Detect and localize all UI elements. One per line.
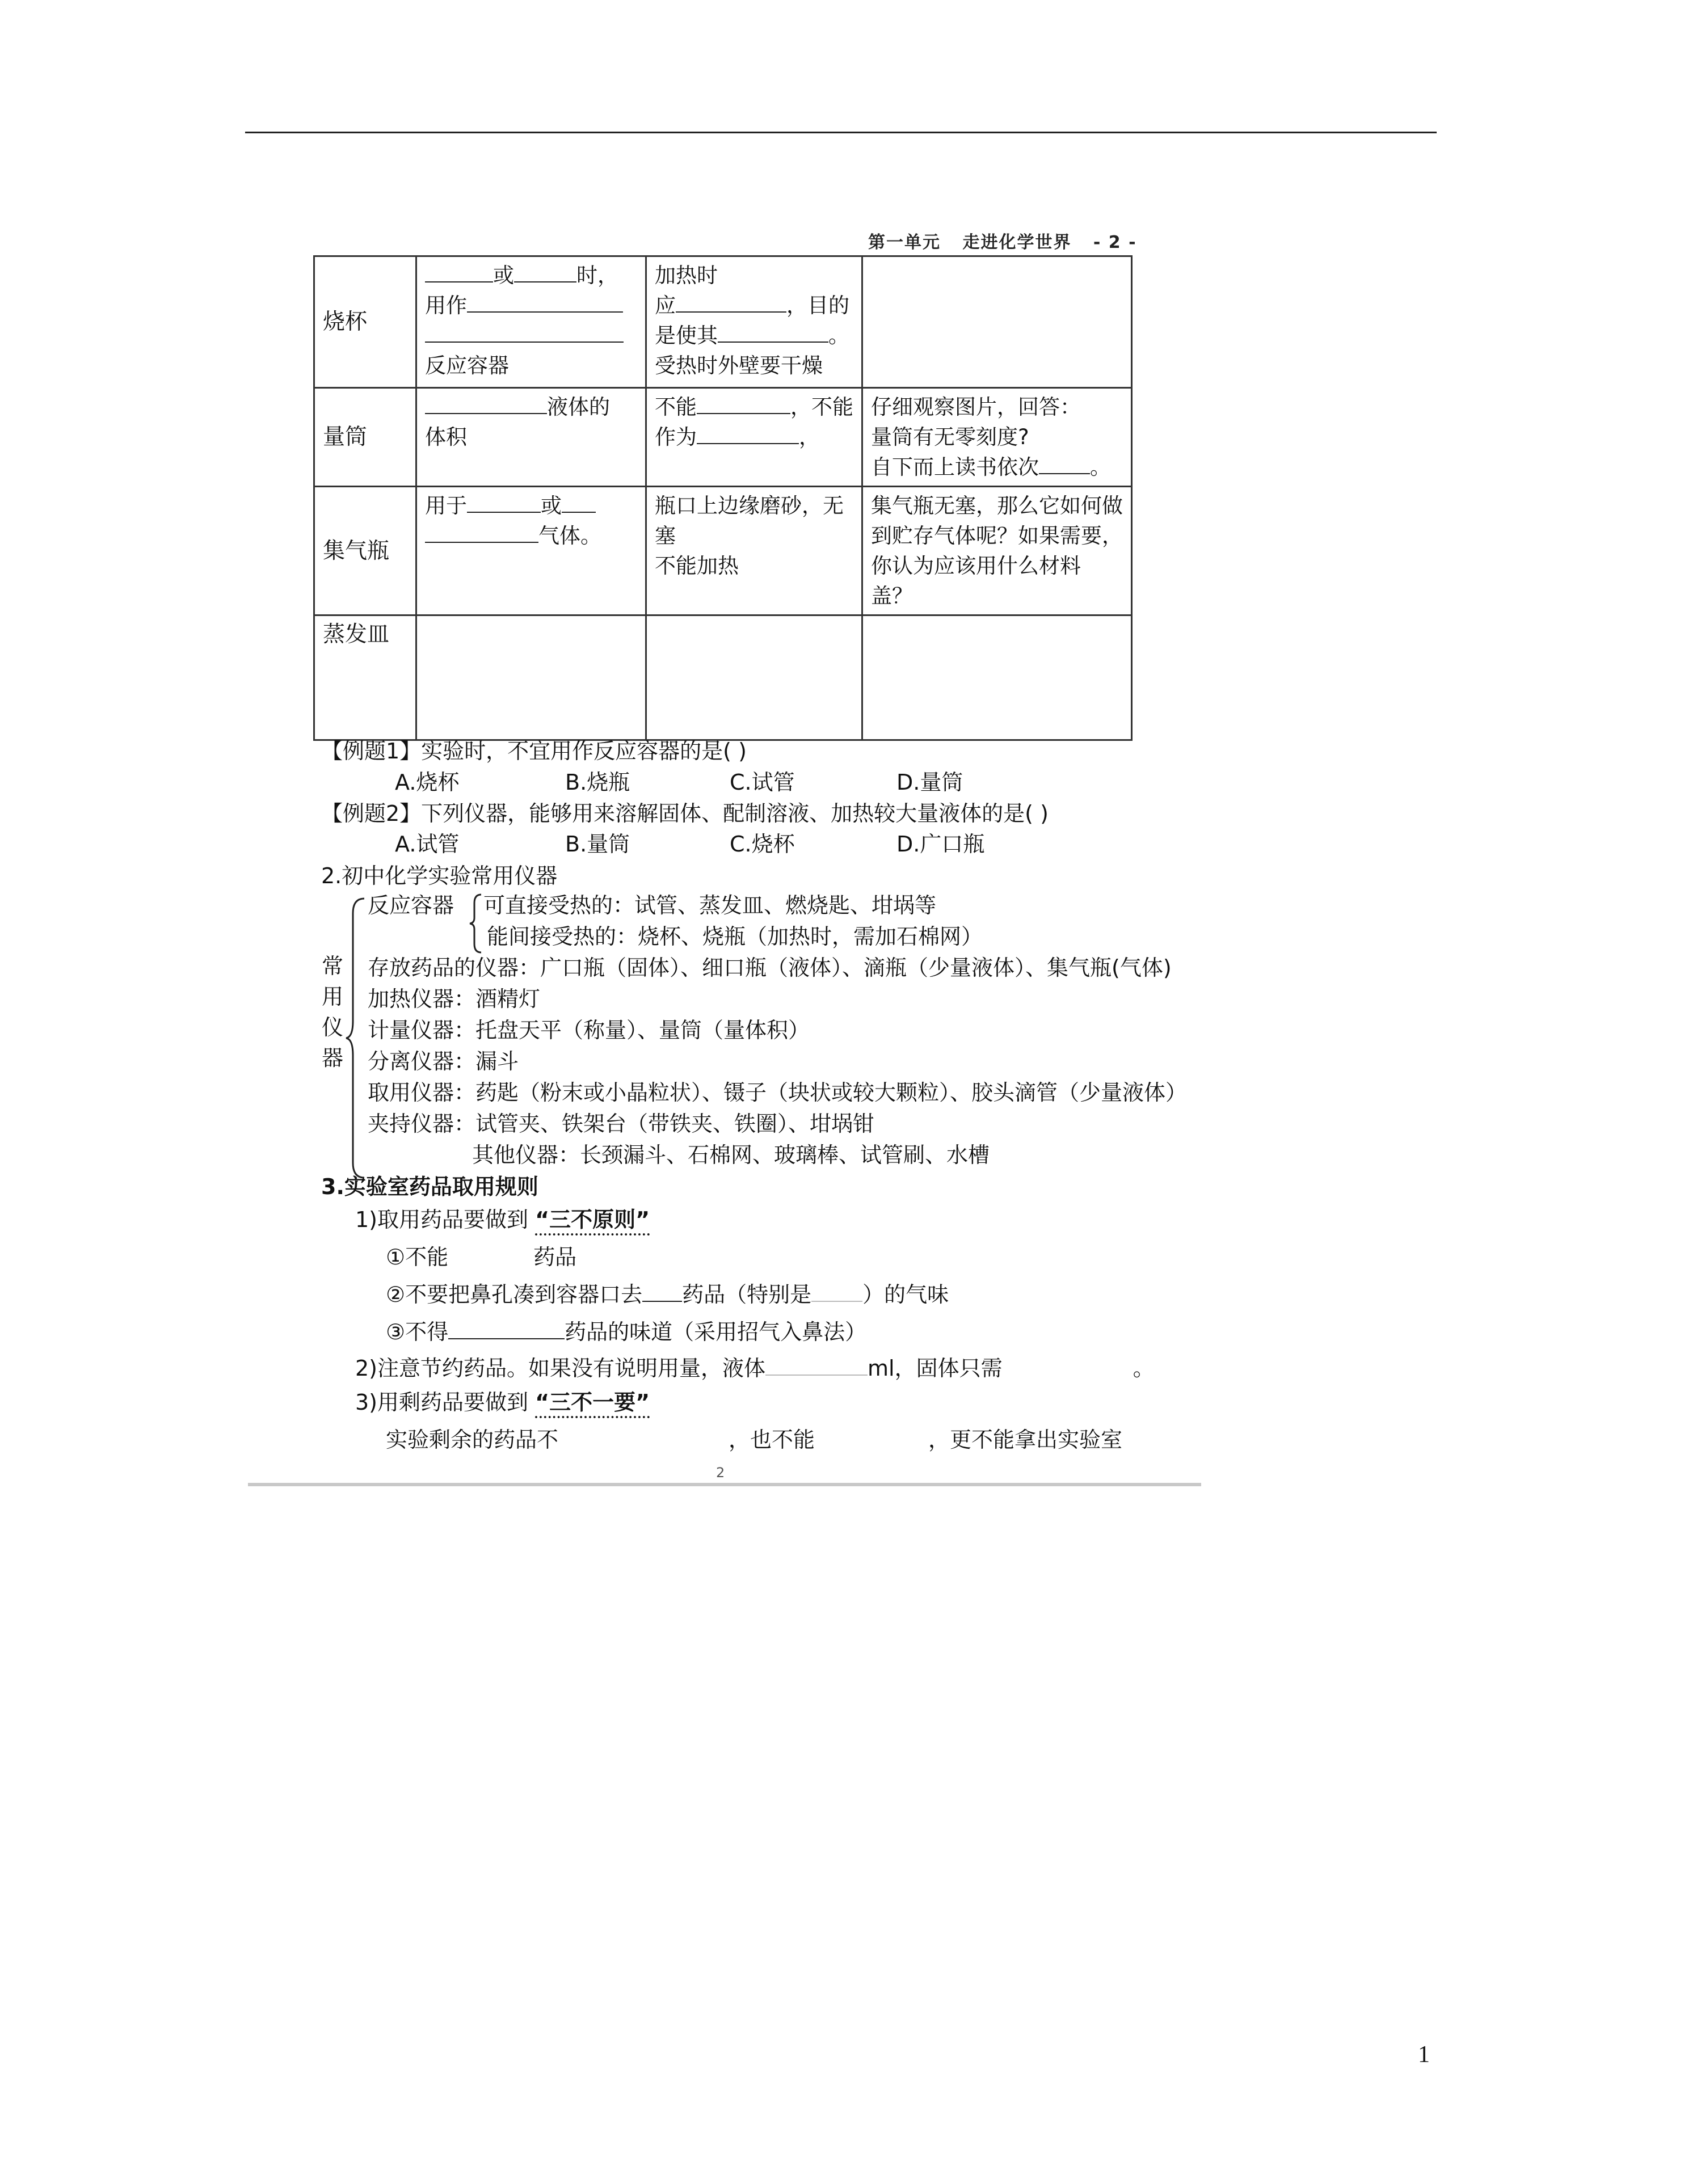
fill-blank[interactable]: [1039, 454, 1090, 474]
fill-blank[interactable]: [676, 292, 786, 313]
sub-rule-2: ②不要把鼻孔凑到容器口去 药品（特别是 ）的气味: [386, 1282, 949, 1307]
scan-page-number: 2: [716, 1465, 725, 1481]
apparatus-name: 烧杯: [314, 256, 416, 388]
example1-question: 【例题1】实验时，不宜用作反应容器的是( ): [321, 739, 747, 764]
section3-title: 3.实验室药品取用规则: [321, 1174, 538, 1199]
example2-option-c[interactable]: C.烧杯: [730, 832, 795, 857]
example2-question: 【例题2】下列仪器，能够用来溶解固体、配制溶液、加热较大量液体的是( ): [321, 801, 1049, 826]
separation-instruments: 分离仪器：漏斗: [368, 1049, 519, 1074]
fill-blank[interactable]: [467, 292, 623, 313]
fill-blank[interactable]: [811, 1281, 862, 1302]
table-row: [314, 388, 1132, 487]
fill-blank[interactable]: [514, 262, 576, 283]
unit-title: 走进化学世界: [962, 233, 1072, 252]
table-row: [314, 256, 1132, 388]
rule1: 1)取用药品要做到 “三不原则”: [355, 1207, 650, 1232]
fill-blank[interactable]: [467, 492, 541, 513]
sub-rule-3: ③不得 药品的味道（采用招气入鼻法）: [386, 1319, 867, 1344]
rule2: 2)注意节约药品。如果没有说明用量，液体 ml，固体只需 。: [355, 1356, 1155, 1381]
rule3: 3)用剩药品要做到 “三不一要”: [355, 1390, 650, 1415]
example2-option-b[interactable]: B.量筒: [565, 832, 630, 857]
apparatus-table: [313, 255, 1133, 741]
small-brace-icon: [469, 893, 482, 954]
fill-blank[interactable]: [642, 1281, 682, 1302]
extra-cell: 集气瓶无塞，那么它如何做 到贮存气体呢？如果需要， 你认为应该用什么材料 盖？: [862, 487, 1132, 615]
sub-rule-1: ①不能 药品: [386, 1245, 577, 1270]
fill-blank[interactable]: [425, 262, 493, 283]
extra-cell: [862, 615, 1132, 740]
extra-cell: [862, 256, 1132, 388]
leftover-sentence: 实验剩余的药品不 ，也不能 ，更不能拿出实验室: [386, 1427, 1123, 1452]
reaction-container-label: 反应容器: [368, 893, 454, 918]
heating-instruments: 加热仪器：酒精灯: [368, 986, 541, 1011]
use-cell: 或 时， 用作 反应容器: [416, 256, 646, 388]
other-instruments: 其他仪器：长颈漏斗、石棉网、玻璃棒、试管刷、水槽: [472, 1142, 990, 1167]
example2-option-a[interactable]: A.试管: [395, 832, 460, 857]
example1-option-a[interactable]: A.烧杯: [395, 770, 460, 795]
storage-instruments: 存放药品的仪器：广口瓶（固体）、细口瓶（液体）、滴瓶（少量液体）、集气瓶(气体): [368, 955, 1172, 980]
fill-blank[interactable]: [562, 492, 596, 513]
unit-label: 第一单元: [868, 233, 941, 252]
apparatus-name: 蒸发皿: [314, 615, 416, 740]
use-cell: 液体的 体积: [416, 388, 646, 487]
fill-blank[interactable]: [425, 394, 547, 414]
common-instruments-label: 常 用 仪 器: [321, 954, 343, 1070]
table-row: [314, 487, 1132, 615]
measuring-instruments: 计量仪器：托盘天平（称量）、量筒（量体积）: [368, 1018, 810, 1043]
note-cell: [646, 615, 862, 740]
clamping-instruments: 夹持仪器：试管夹、铁架台（带铁夹、铁圈）、坩埚钳: [368, 1111, 875, 1136]
bottom-rule: [248, 1483, 1201, 1486]
example1-option-d[interactable]: D.量筒: [896, 770, 963, 795]
use-cell: 用于 或 气体。: [416, 487, 646, 615]
note-cell: 加热时 应 ，目的 是使其 。 受热时外壁要干燥: [646, 256, 862, 388]
section2-title: 2.初中化学实验常用仪器: [321, 863, 558, 888]
fill-blank[interactable]: [765, 1355, 868, 1376]
note-cell: 不能 ，不能 作为 ，: [646, 388, 862, 487]
note-cell: 瓶口上边缘磨砂，无 塞 不能加热: [646, 487, 862, 615]
indirect-heating-item: 能间接受热的：烧杯、烧瓶（加热时，需加石棉网）: [487, 924, 983, 949]
direct-heating-item: 可直接受热的：试管、蒸发皿、燃烧匙、坩埚等: [483, 893, 937, 918]
apparatus-name: 量筒: [314, 388, 416, 487]
fill-blank[interactable]: [697, 424, 799, 444]
header-page-number: - 2 -: [1093, 233, 1137, 252]
extra-cell: 仔细观察图片，回答： 量筒有无零刻度? 自下而上读书依次 。: [862, 388, 1132, 487]
fill-blank[interactable]: [425, 322, 624, 343]
apparatus-name: 集气瓶: [314, 487, 416, 615]
fill-blank[interactable]: [697, 394, 790, 414]
running-header: [868, 228, 1152, 253]
example1-option-c[interactable]: C.试管: [730, 770, 795, 795]
table-row: [314, 615, 1132, 740]
page-number: 1: [1418, 2042, 1430, 2068]
big-brace-icon: [344, 896, 367, 1180]
example1-option-b[interactable]: B.烧瓶: [565, 770, 630, 795]
taking-instruments: 取用仪器：药匙（粉末或小晶粒状）、镊子（块状或较大颗粒）、胶头滴管（少量液体）: [368, 1080, 1188, 1105]
example2-option-d[interactable]: D.广口瓶: [896, 832, 985, 857]
fill-blank[interactable]: [448, 1319, 565, 1339]
top-rule: [245, 132, 1437, 133]
fill-blank[interactable]: [425, 522, 538, 543]
fill-blank[interactable]: [718, 322, 828, 343]
use-cell: [416, 615, 646, 740]
